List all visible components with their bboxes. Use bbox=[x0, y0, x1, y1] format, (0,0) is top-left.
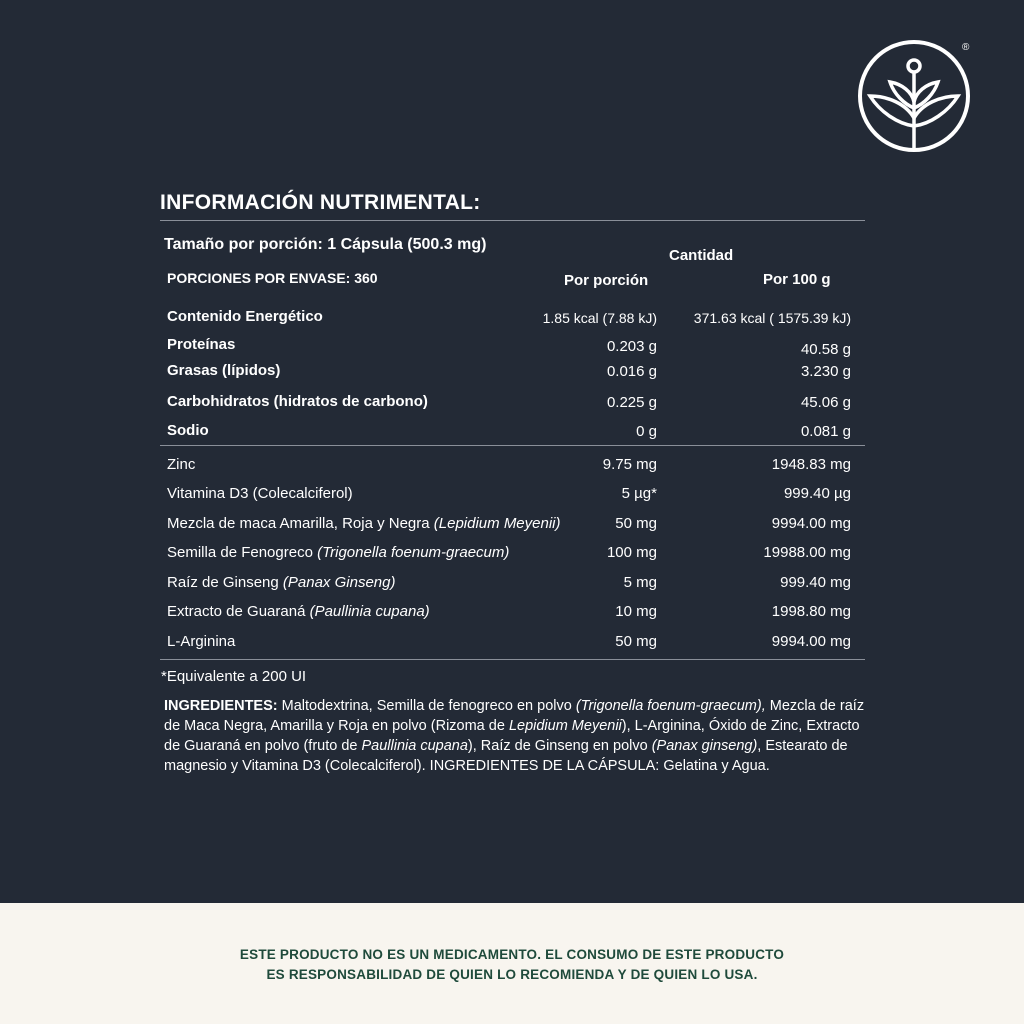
per-serving-header: Por porción bbox=[564, 272, 649, 289]
macro-per-serving: 0.203 g bbox=[606, 338, 657, 355]
nutrient-label: Semilla de Fenogreco (Trigonella foenum-graecum) bbox=[167, 544, 510, 561]
nutrient-per-serving: 10 mg bbox=[615, 603, 657, 620]
macro-label: Carbohidratos (hidratos de carbono) bbox=[167, 393, 428, 410]
nutrient-per-serving: 5 mg bbox=[623, 574, 657, 591]
nutrient-label: Zinc bbox=[167, 456, 196, 473]
macro-per-serving: 0.225 g bbox=[606, 394, 657, 411]
nutrient-per-serving: 50 mg bbox=[615, 515, 657, 532]
serving-size: Tamaño por porción: 1 Cápsula (500.3 mg) bbox=[164, 236, 487, 253]
nutrient-per-serving: 100 mg bbox=[606, 544, 657, 561]
nutrient-per-serving: 9.75 mg bbox=[602, 456, 657, 473]
nutrient-per-100g: 999.40 mg bbox=[780, 574, 851, 591]
nutrient-label: Mezcla de maca Amarilla, Roja y Negra (Lepidium Meyenii) bbox=[167, 515, 561, 532]
macro-per-serving: 0.016 g bbox=[606, 363, 657, 380]
nutrient-per-100g: 9994.00 mg bbox=[771, 633, 851, 650]
macro-label: Sodio bbox=[167, 422, 209, 439]
nutrient-per-serving: 50 mg bbox=[615, 633, 657, 650]
nutrient-label: Extracto de Guaraná (Paullinia cupana) bbox=[167, 603, 430, 620]
disclaimer-line: ESTE PRODUCTO NO ES UN MEDICAMENTO. EL CONSUMO DE ESTE PRODUCTO bbox=[239, 947, 785, 962]
macro-per-100g: 45.06 g bbox=[800, 394, 851, 411]
disclaimer bbox=[0, 945, 1024, 985]
plant-circle-logo-icon bbox=[858, 38, 974, 154]
page-title: INFORMACIÓN NUTRIMENTAL: bbox=[160, 191, 481, 214]
nutrient-label: Vitamina D3 (Colecalciferol) bbox=[167, 485, 353, 502]
registered-mark: ® bbox=[962, 42, 970, 53]
nutrient-label: L-Arginina bbox=[167, 633, 236, 650]
table-bottom-divider bbox=[160, 659, 865, 660]
section-divider bbox=[160, 445, 865, 446]
footnote: *Equivalente a 200 UI bbox=[161, 668, 307, 685]
nutrient-per-100g: 999.40 µg bbox=[783, 485, 851, 502]
amount-header: Cantidad bbox=[669, 247, 734, 264]
macro-per-serving: 0 g bbox=[636, 423, 657, 440]
disclaimer-line: ES RESPONSABILIDAD DE QUIEN LO RECOMIENDA Y DE QUIEN LO USA. bbox=[266, 967, 758, 982]
ingredients-paragraph: INGREDIENTES: Maltodextrina, Semilla de fenogreco en polvo (Trigonella foenum-graecum), Mezcla de raíz de Maca Negra, Amarilla y Roja en polvo (Rizoma de Lepidium Meyenii), L-Arginina, Óxido de Zinc, Extracto de Guaraná en polvo (fruto de Paullinia cupana), Raíz de Ginseng en polvo (Panax ginseng), Estearato de magnesio y Vitamina D3 (Colecalciferol). INGREDIENTES DE LA CÁPSULA: Gelatina y Agua. bbox=[164, 698, 865, 774]
macro-per-100g: 40.58 g bbox=[800, 341, 851, 358]
nutrient-per-100g: 1948.83 mg bbox=[771, 456, 851, 473]
title-divider bbox=[160, 220, 865, 221]
servings-per-container: PORCIONES POR ENVASE: 360 bbox=[167, 270, 378, 286]
nutrient-per-100g: 1998.80 mg bbox=[771, 603, 851, 620]
ingredients-heading: INGREDIENTES: bbox=[164, 698, 278, 714]
macro-per-100g: 3.230 g bbox=[800, 363, 851, 380]
macro-label: Contenido Energético bbox=[167, 308, 323, 325]
nutrient-per-100g: 19988.00 mg bbox=[763, 544, 851, 561]
nutrient-per-serving: 5 µg* bbox=[621, 485, 657, 502]
macro-per-serving: 1.85 kcal (7.88 kJ) bbox=[542, 310, 657, 326]
macro-per-100g: 371.63 kcal ( 1575.39 kJ) bbox=[693, 310, 851, 326]
nutrient-label: Raíz de Ginseng (Panax Ginseng) bbox=[167, 574, 396, 591]
macro-per-100g: 0.081 g bbox=[800, 423, 851, 440]
macro-label: Grasas (lípidos) bbox=[167, 362, 281, 379]
per-100g-header: Por 100 g bbox=[763, 271, 831, 288]
macro-label: Proteínas bbox=[167, 336, 236, 353]
nutrient-per-100g: 9994.00 mg bbox=[771, 515, 851, 532]
